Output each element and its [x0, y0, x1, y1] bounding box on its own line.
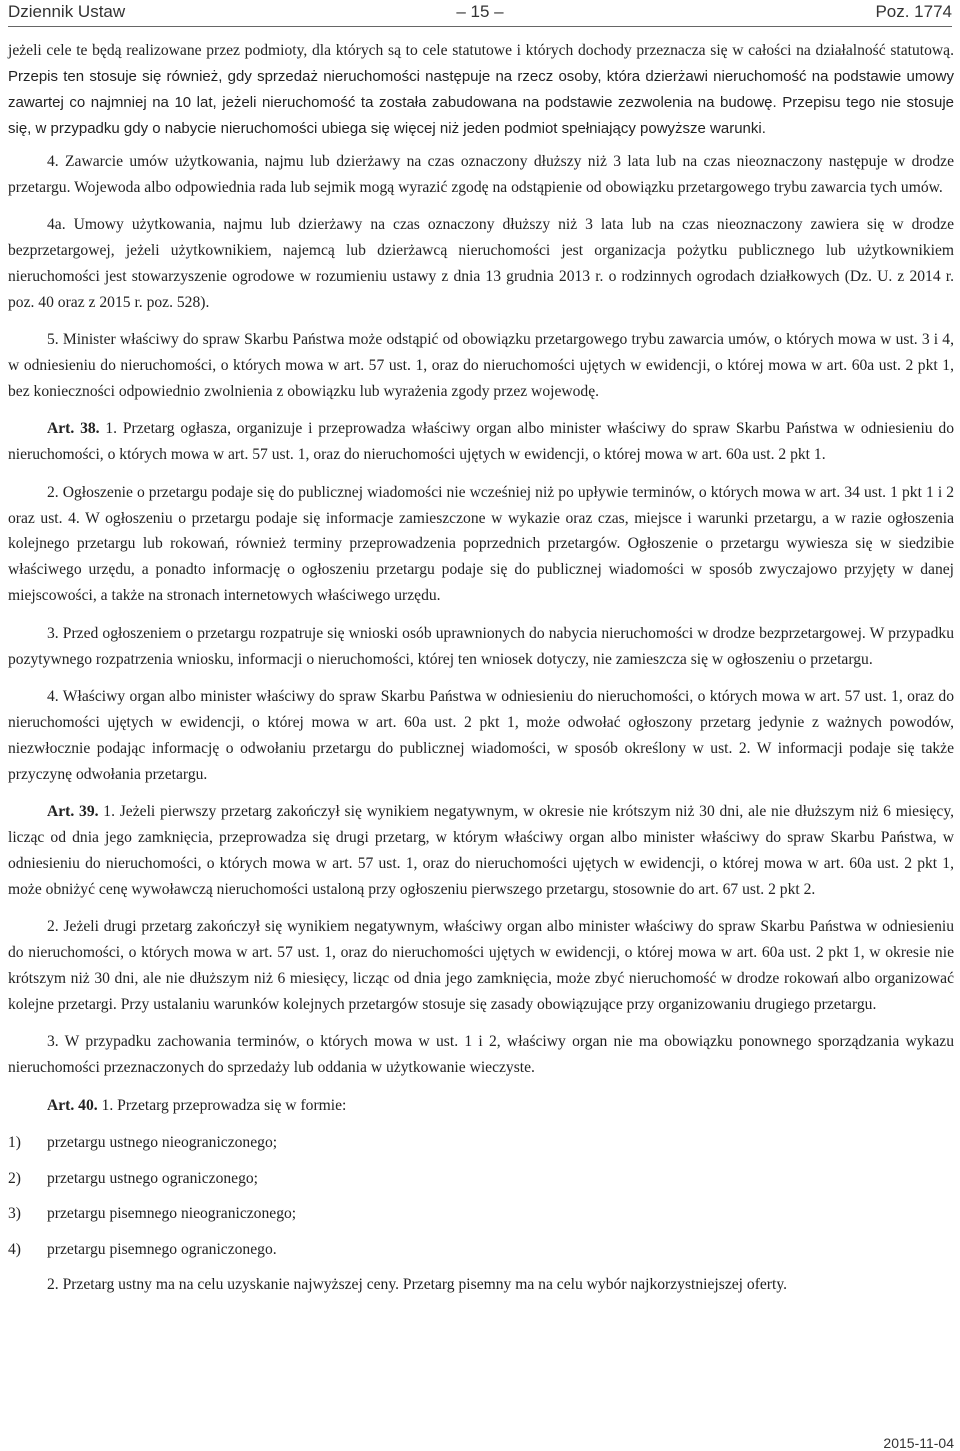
article-label: Art. 38. [47, 420, 100, 438]
art-38-paragraph-3: 3. Przed ogłoszeniem o przetargu rozpatruje się wnioski osób uprawnionych do nabycia nieruchomości w drodze bezprzetargowej. W przypadku pozytywnego rozpatrzenia wniosku, informacji o nieruchomości, której ten wniosek dotyczy, nie zamieszcza się w ogłoszeniu o przetargu. [8, 624, 954, 668]
list-item-text: przetargu ustnego nieograniczonego; [47, 1134, 278, 1152]
position-number: Poz. 1774 [875, 2, 952, 21]
art-40-paragraph-2: 2. Przetarg ustny ma na celu uzyskanie najwyższej ceny. Przetarg pisemny ma na celu wybór najkorzystniejszej oferty. [47, 1276, 788, 1294]
list-item [8, 1166, 954, 1192]
art-38-paragraph-2: 2. Ogłoszenie o przetargu podaje się do publicznej wiadomości nie wcześniej niż po upływie terminów, o których mowa w art. 34 ust. 1 pkt 1 i 2 oraz ust. 4. W ogłoszeniu o przetargu podaje się informacje zamieszczone w wykazie oraz czas, miejsce i warunki przetargu, a w razie ogłoszenia kolejnego przetargu lub rokowań, również terminy przeprowadzenia poprzednich przetargów. Ogłoszenie o przetargu wywiesza się w siedzibie właściwego urzędu, a ponadto informację o ogłoszeniu przetargu podaje się do publicznej wiadomości w sposób zwyczajowo przyjęty w danej miejscowości, a także na stronach internetowych właściwego urzędu. [8, 483, 954, 605]
list-item [8, 1237, 954, 1263]
paragraph-5: 5. Minister właściwy do spraw Skarbu Państwa może odstąpić od obowiązku przetargowego trybu zawarcia umów, o których mowa w ust. 3 i 4, w odniesieniu do nieruchomości, o których mowa w art. 57 ust. 1, oraz do nieruchomości ujętych w ewidencji, o której mowa w art. 60a ust. 2 pkt 1, bez konieczności odpowiednio zwolnienia z obowiązku lub wyrażenia zgody przez wojewodę. [8, 331, 954, 400]
paragraph-4 [8, 149, 954, 201]
paragraph-continuation [8, 38, 954, 142]
article-label: Art. 39. [47, 803, 99, 821]
art-39-paragraph-3: 3. W przypadku zachowania terminów, o których mowa w ust. 1 i 2, właściwy organ nie ma obowiązku ponownego sporządzania wykazu nieruchomości przeznaczonych do sprzedaży lub oddania w użytkowanie wieczyste. [8, 1033, 954, 1077]
paragraph-text: 1. Przetarg ogłasza, organizuje i przeprowadza właściwy organ albo minister właściwy do spraw Skarbu Państwa w odniesieniu do nieruchomości, o których mowa w art. 57 ust. 1, oraz do nieruchomości ujętych w ewidencji, o której mowa w art. 60a ust. 2 pkt 1. [8, 420, 954, 464]
paragraph-text: 1. Przetarg przeprowadza się w formie: [97, 1096, 347, 1114]
page-header [8, 0, 952, 27]
list-item-text: przetargu pisemnego ograniczonego. [47, 1240, 277, 1258]
amended-text: Przepisu tego nie stosuje się, w przypadku gdy o nabycie nieruchomości ubiega się więcej niż jeden podmiot spełniający powyższe warunki. [8, 93, 954, 137]
paragraph-text: jeżeli cele te będą realizowane przez podmioty, dla których są to cele statutowe i których dochody przeznacza się w całości na działalność statutową. [8, 42, 954, 59]
art-39-paragraph-2: 2. Jeżeli drugi przetarg zakończył się wynikiem negatywnym, właściwy organ albo minister właściwy do spraw Skarbu Państwa w odniesieniu do nieruchomości, o których mowa w art. 57 ust. 1, oraz do nieruchomości ujętych w ewidencji, o której mowa w art. 60a ust. 2 pkt 1, w okresie nie krótszym niż 30 dni, ale nie dłuższym niż 6 miesięcy, licząc od dnia jego zamknięcia, może zbyć nieruchomość w drodze rokowań albo organizować kolejne przetargi. Przy ustalaniu warunków kolejnych przetargów stosuje się zasady obowiązujące przy organizowaniu drugiego przetargu. [8, 918, 954, 1013]
paragraph-text: 1. Jeżeli pierwszy przetarg zakończył się wynikiem negatywnym, w okresie nie krótszym niż 30 dni, ale nie dłuższym niż 6 miesięcy, licząc od dnia jego zamknięcia, przeprowadza się drugi przetarg, w którym właściwy organ albo minister właściwy do spraw Skarbu Państwa, w odniesieniu do nieruchomości, o których mowa w art. 57 ust. 1, oraz do nieruchomości ujętych w ewidencji, o której mowa w art. 60a ust. 2 pkt 1, może obniżyć cenę wywoławczą nieruchomości ustaloną przy ogłoszeniu pierwszego przetargu, stosownie do art. 67 ust. 2 pkt 2. [8, 803, 954, 898]
art-40-paragraph-1 [8, 1093, 954, 1119]
document-body [8, 38, 954, 1309]
list-item-number: 2) [8, 1169, 21, 1187]
journal-name: Dziennik Ustaw [8, 2, 126, 21]
paragraph-4a: 4a. Umowy użytkowania, najmu lub dzierżawy na czas oznaczony dłuższy niż 3 lata lub na czas nieoznaczony zawiera się w drodze bezprzetargowej, jeżeli użytkownikiem, najemcą lub dzierżawcą nieruchomości jest organizacja pożytku publicznego lub użytkownikiem nieruchomości jest stowarzyszenie ogrodowe w rozumieniu ustawy z dnia 13 grudnia 2013 r. o rodzinnych ogrodach działkowych (Dz. U. z 2014 r. poz. 40 oraz z 2015 r. poz. 528). [8, 215, 954, 311]
list-item-number: 3) [8, 1205, 21, 1223]
list-item-text: przetargu ustnego ograniczonego; [47, 1169, 259, 1187]
list-item [8, 1130, 954, 1156]
forms-list [8, 1130, 954, 1262]
page-number: – 15 – [456, 2, 504, 21]
art-38-paragraph-4: 4. Właściwy organ albo minister właściwy do spraw Skarbu Państwa w odniesieniu do nieruchomości, o których mowa w art. 57 ust. 1, oraz do nieruchomości ujętych w ewidencji, o której mowa w art. 60a ust. 2 pkt 1, może odwołać ogłoszony przetarg jedynie z ważnych powodów, niezwłocznie podając informację o odwołaniu przetargu do publicznej wiadomości, w sposób określony w ust. 2. W informacji podaje się także przyczynę odwołania przetargu. [8, 687, 954, 783]
list-item-number: 4) [8, 1240, 21, 1258]
art-38-paragraph-1 [8, 416, 954, 468]
list-item-text: przetargu pisemnego nieograniczonego; [47, 1205, 297, 1223]
footer-date: 2015-11-04 [883, 1435, 954, 1451]
paragraph-text: 4. Zawarcie umów użytkowania, najmu lub dzierżawy na czas oznaczony dłuższy niż 3 lata lub na czas nieoznaczony następuje w drodze przetargu. [8, 152, 954, 196]
list-item-number: 1) [8, 1134, 21, 1152]
article-label: Art. 40. [47, 1096, 98, 1114]
list-item [8, 1201, 954, 1227]
paragraph-text: Wojewoda albo odpowiednia rada lub sejmik mogą wyrazić zgodę na odstąpienie od obowiązku przetargowego trybu zawarcia tych umów. [74, 178, 943, 196]
art-39-paragraph-1 [8, 799, 954, 903]
amended-text: Przepis ten stosuje się również, gdy sprzedaż nieruchomości następuje na rzecz osoby, która dzierżawi nieruchomość na podstawie umowy zawartej co najmniej na 10 lat, jeżeli nieruchomość ta została zabudowana na podstawie zezwolenia na budowę. [8, 67, 954, 111]
